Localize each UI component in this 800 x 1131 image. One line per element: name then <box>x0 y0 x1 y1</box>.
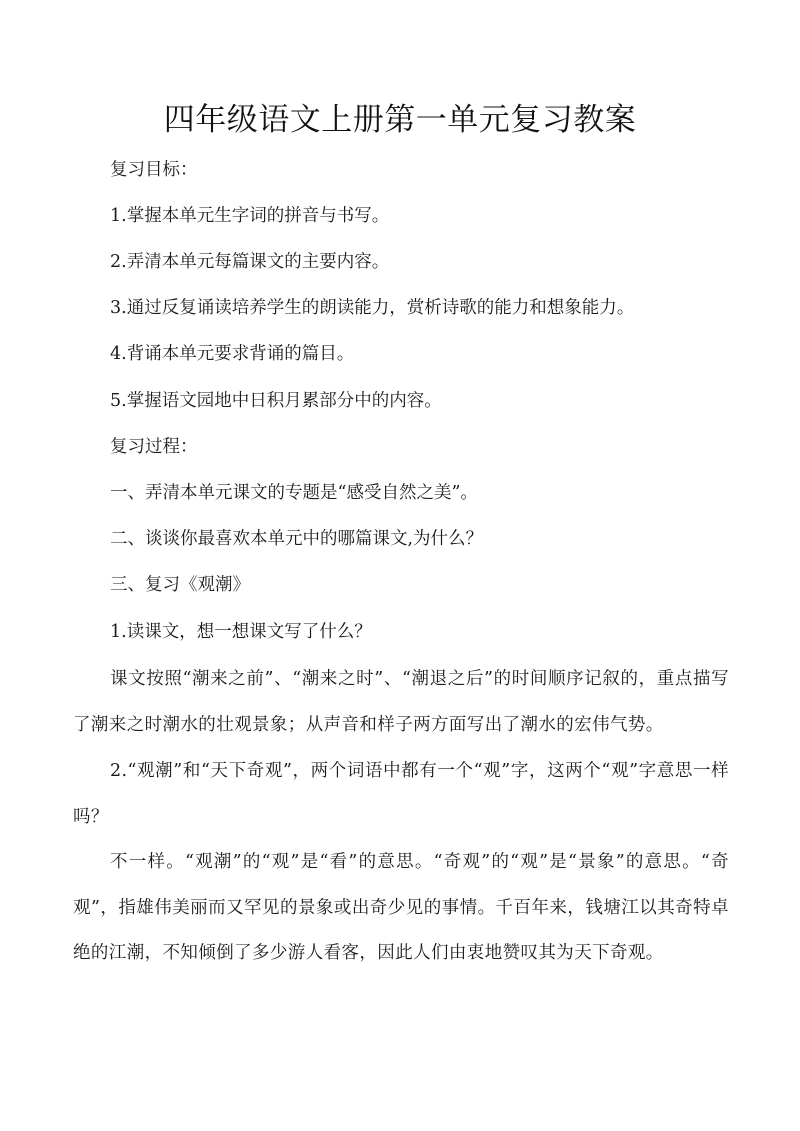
document-title: 四年级语文上册第一单元复习教案 <box>163 102 637 138</box>
question-2-paragraph: 2.“观潮”和“天下奇观”，两个词语中都有一个“观”字，这两个“观”字意思一样吗？ <box>73 761 729 827</box>
goal-item-2: 2.弄清本单元每篇课文的主要内容。 <box>110 252 390 272</box>
goal-item-4: 4.背诵本单元要求背诵的篇目。 <box>110 344 355 364</box>
question-1: 1.读课文，想一想课文写了什么？ <box>110 622 372 642</box>
goal-item-1: 1.掌握本单元生字词的拼音与书写。 <box>110 206 390 226</box>
goal-item-3: 3.通过反复诵读培养学生的朗读能力，赏析诗歌的能力和想象能力。 <box>110 298 635 318</box>
step-item-3: 三、复习《观潮》 <box>110 575 250 595</box>
step-item-2: 二、谈谈你最喜欢本单元中的哪篇课文,为什么？ <box>110 529 484 549</box>
step-item-1: 一、弄清本单元课文的专题是“感受自然之美”。 <box>110 483 478 503</box>
answer-2-paragraph: 不一样。“观潮”的“观”是“看”的意思。“奇观”的“观”是“景象”的意思。“奇观”，指雄伟美丽而又罕见的景象或出奇少见的事情。千百年来，钱塘江以其奇特卓绝的江潮，不知倾倒了多少游人看客，因此人们由衷地赞叹其为天下奇观。 <box>73 852 729 963</box>
goals-heading: 复习目标： <box>110 160 198 180</box>
goal-item-5: 5.掌握语文园地中日积月累部分中的内容。 <box>110 391 442 411</box>
answer-1-paragraph: 课文按照“潮来之前”、“潮来之时”、“潮退之后”的时间顺序记叙的，重点描写了潮来之时潮水的壮观景象；从声音和样子两方面写出了潮水的宏伟气势。 <box>73 669 729 735</box>
process-heading: 复习过程： <box>110 437 198 457</box>
